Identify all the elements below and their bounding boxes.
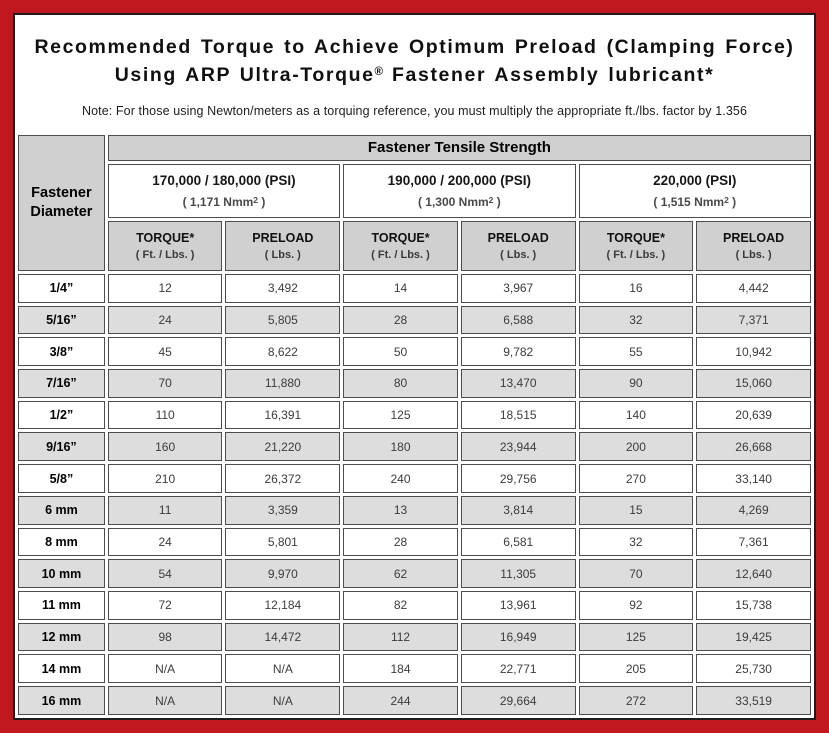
preload-value-cell: 4,442 <box>696 274 811 303</box>
nmm-label-1: ( 1,171 Nmm$^2$ ) <box>182 194 266 209</box>
torque-value-cell: 140 <box>579 401 694 430</box>
fastener-diameter-cell: 12 mm <box>18 623 105 652</box>
note-text: Note: For those using Newton/meters as a torquing reference, you must multiply the appropriate ft./lbs. factor by 1.356 <box>81 103 747 118</box>
preload-value-cell: 13,961 <box>461 591 576 620</box>
torque-value-cell: 244 <box>343 686 458 715</box>
torque-value-cell: 205 <box>579 654 694 683</box>
preload-value-cell: 23,944 <box>461 432 576 461</box>
table-row <box>18 591 811 620</box>
preload-value-cell: 26,668 <box>696 432 811 461</box>
torque-column-header: TORQUE* ( Ft. / Lbs. ) <box>343 221 458 271</box>
torque-value-cell: 270 <box>579 464 694 493</box>
preload-value-cell: 22,771 <box>461 654 576 683</box>
preload-value-cell: 25,730 <box>696 654 811 683</box>
psi-header-row <box>18 164 811 218</box>
preload-value-cell: 26,372 <box>225 464 340 493</box>
preload-value-cell: 29,756 <box>461 464 576 493</box>
fastener-diameter-cell: 5/8” <box>18 464 105 493</box>
table-row <box>18 401 811 430</box>
torque-value-cell: 112 <box>343 623 458 652</box>
psi-group-2 <box>343 164 575 218</box>
preload-value-cell: 10,942 <box>696 337 811 366</box>
preload-value-cell: 19,425 <box>696 623 811 652</box>
torque-value-cell: 240 <box>343 464 458 493</box>
preload-value-cell: 3,492 <box>225 274 340 303</box>
torque-value-cell: 80 <box>343 369 458 398</box>
torque-value-cell: 24 <box>108 528 223 557</box>
preload-value-cell: 13,470 <box>461 369 576 398</box>
torque-value-cell: 110 <box>108 401 223 430</box>
preload-value-cell: 12,184 <box>225 591 340 620</box>
preload-value-cell: 18,515 <box>461 401 576 430</box>
psi-label-2: 190,000 / 200,000 (PSI) <box>387 172 532 188</box>
preload-value-cell: 11,880 <box>225 369 340 398</box>
fastener-diameter-cell: 7/16” <box>18 369 105 398</box>
torque-value-cell: 62 <box>343 559 458 588</box>
preload-column-header: PRELOAD ( Lbs. ) <box>225 221 340 271</box>
content-panel <box>13 13 816 720</box>
fastener-diameter-cell: 14 mm <box>18 654 105 683</box>
torque-value-cell: 82 <box>343 591 458 620</box>
preload-value-cell: 16,391 <box>225 401 340 430</box>
preload-value-cell: 7,361 <box>696 528 811 557</box>
nmm-label-2: ( 1,300 Nmm$^2$ ) <box>417 194 501 209</box>
fastener-diameter-cell: 3/8” <box>18 337 105 366</box>
table-row <box>18 559 811 588</box>
table-row <box>18 496 811 525</box>
torque-value-cell: 50 <box>343 337 458 366</box>
preload-value-cell: 33,519 <box>696 686 811 715</box>
torque-value-cell: 28 <box>343 528 458 557</box>
preload-value-cell: 33,140 <box>696 464 811 493</box>
psi-label-1: 170,000 / 180,000 (PSI) <box>152 172 296 188</box>
fastener-diameter-cell: 11 mm <box>18 591 105 620</box>
preload-value-cell: 11,305 <box>461 559 576 588</box>
table-row <box>18 274 811 303</box>
torque-value-cell: 70 <box>579 559 694 588</box>
title-block <box>15 15 814 132</box>
torque-value-cell: 13 <box>343 496 458 525</box>
preload-value-cell: 3,359 <box>225 496 340 525</box>
torque-value-cell: 90 <box>579 369 694 398</box>
torque-value-cell: 16 <box>579 274 694 303</box>
table-row <box>18 686 811 715</box>
tensile-header-row <box>18 135 811 161</box>
fastener-diameter-cell: 1/4” <box>18 274 105 303</box>
torque-table <box>15 132 814 718</box>
page-title-line2 <box>15 64 814 86</box>
torque-value-cell: 72 <box>108 591 223 620</box>
table-row <box>18 623 811 652</box>
nmm-label-3: ( 1,515 Nmm$^2$ ) <box>653 194 737 209</box>
fastener-diameter-header: Fastener Diameter <box>18 135 105 271</box>
fastener-diameter-cell: 1/2” <box>18 401 105 430</box>
torque-value-cell: 180 <box>343 432 458 461</box>
page-title-line1: Recommended Torque to Achieve Optimum Preload (Clamping Force) <box>34 36 795 58</box>
torque-value-cell: 24 <box>108 306 223 335</box>
torque-value-cell: 54 <box>108 559 223 588</box>
torque-value-cell: 28 <box>343 306 458 335</box>
preload-value-cell: 5,805 <box>225 306 340 335</box>
title-line2-text: Using ARP Ultra-Torque <box>114 64 375 87</box>
table-row <box>18 528 811 557</box>
torque-value-cell: 200 <box>579 432 694 461</box>
nmm-superscript: 2 <box>253 194 259 205</box>
preload-value-cell: 5,801 <box>225 528 340 557</box>
table-body <box>18 274 811 715</box>
preload-value-cell: 3,814 <box>461 496 576 525</box>
registered-trademark-symbol: ® <box>374 66 384 79</box>
torque-value-cell: 12 <box>108 274 223 303</box>
torque-column-header: TORQUE* ( Ft. / Lbs. ) <box>579 221 694 271</box>
preload-value-cell: N/A <box>225 654 340 683</box>
psi-group-1 <box>108 164 340 218</box>
torque-value-cell: 210 <box>108 464 223 493</box>
preload-value-cell: 4,269 <box>696 496 811 525</box>
preload-value-cell: 8,622 <box>225 337 340 366</box>
preload-value-cell: 6,581 <box>461 528 576 557</box>
torque-value-cell: 55 <box>579 337 694 366</box>
preload-value-cell: 14,472 <box>225 623 340 652</box>
preload-value-cell: 3,967 <box>461 274 576 303</box>
preload-value-cell: 21,220 <box>225 432 340 461</box>
preload-value-cell: N/A <box>225 686 340 715</box>
table-row <box>18 369 811 398</box>
fastener-diameter-cell: 8 mm <box>18 528 105 557</box>
tensile-strength-header: Fastener Tensile Strength <box>108 135 811 161</box>
torque-value-cell: N/A <box>108 686 223 715</box>
preload-value-cell: 12,640 <box>696 559 811 588</box>
torque-value-cell: 125 <box>343 401 458 430</box>
preload-value-cell: 15,060 <box>696 369 811 398</box>
preload-value-cell: 9,970 <box>225 559 340 588</box>
torque-value-cell: 125 <box>579 623 694 652</box>
fastener-diameter-cell: 10 mm <box>18 559 105 588</box>
torque-value-cell: 32 <box>579 306 694 335</box>
table-row <box>18 337 811 366</box>
title-line2-text-end: Fastener Assembly lubricant* <box>383 64 715 87</box>
preload-value-cell: 29,664 <box>461 686 576 715</box>
fastener-diameter-cell: 16 mm <box>18 686 105 715</box>
preload-value-cell: 16,949 <box>461 623 576 652</box>
preload-column-header: PRELOAD ( Lbs. ) <box>461 221 576 271</box>
torque-value-cell: 92 <box>579 591 694 620</box>
torque-value-cell: 11 <box>108 496 223 525</box>
torque-value-cell: 98 <box>108 623 223 652</box>
preload-value-cell: 15,738 <box>696 591 811 620</box>
torque-value-cell: 70 <box>108 369 223 398</box>
table-row <box>18 654 811 683</box>
fastener-diameter-cell: 6 mm <box>18 496 105 525</box>
preload-value-cell: 7,371 <box>696 306 811 335</box>
table-row <box>18 464 811 493</box>
torque-value-cell: 45 <box>108 337 223 366</box>
torque-value-cell: 32 <box>579 528 694 557</box>
torque-value-cell: 14 <box>343 274 458 303</box>
torque-column-header: TORQUE* ( Ft. / Lbs. ) <box>108 221 223 271</box>
psi-group-3 <box>579 164 811 218</box>
torque-value-cell: 272 <box>579 686 694 715</box>
torque-value-cell: N/A <box>108 654 223 683</box>
nmm-superscript: 2 <box>488 194 494 205</box>
nmm-superscript: 2 <box>724 194 729 205</box>
fastener-diameter-cell: 5/16” <box>18 306 105 335</box>
preload-column-header: PRELOAD ( Lbs. ) <box>696 221 811 271</box>
torque-value-cell: 184 <box>343 654 458 683</box>
preload-value-cell: 20,639 <box>696 401 811 430</box>
table-row <box>18 432 811 461</box>
column-header-row <box>18 221 811 271</box>
torque-value-cell: 160 <box>108 432 223 461</box>
fastener-diameter-cell: 9/16” <box>18 432 105 461</box>
torque-value-cell: 15 <box>579 496 694 525</box>
psi-label-3: 220,000 (PSI) <box>653 172 737 188</box>
preload-value-cell: 6,588 <box>461 306 576 335</box>
table-row <box>18 306 811 335</box>
preload-value-cell: 9,782 <box>461 337 576 366</box>
